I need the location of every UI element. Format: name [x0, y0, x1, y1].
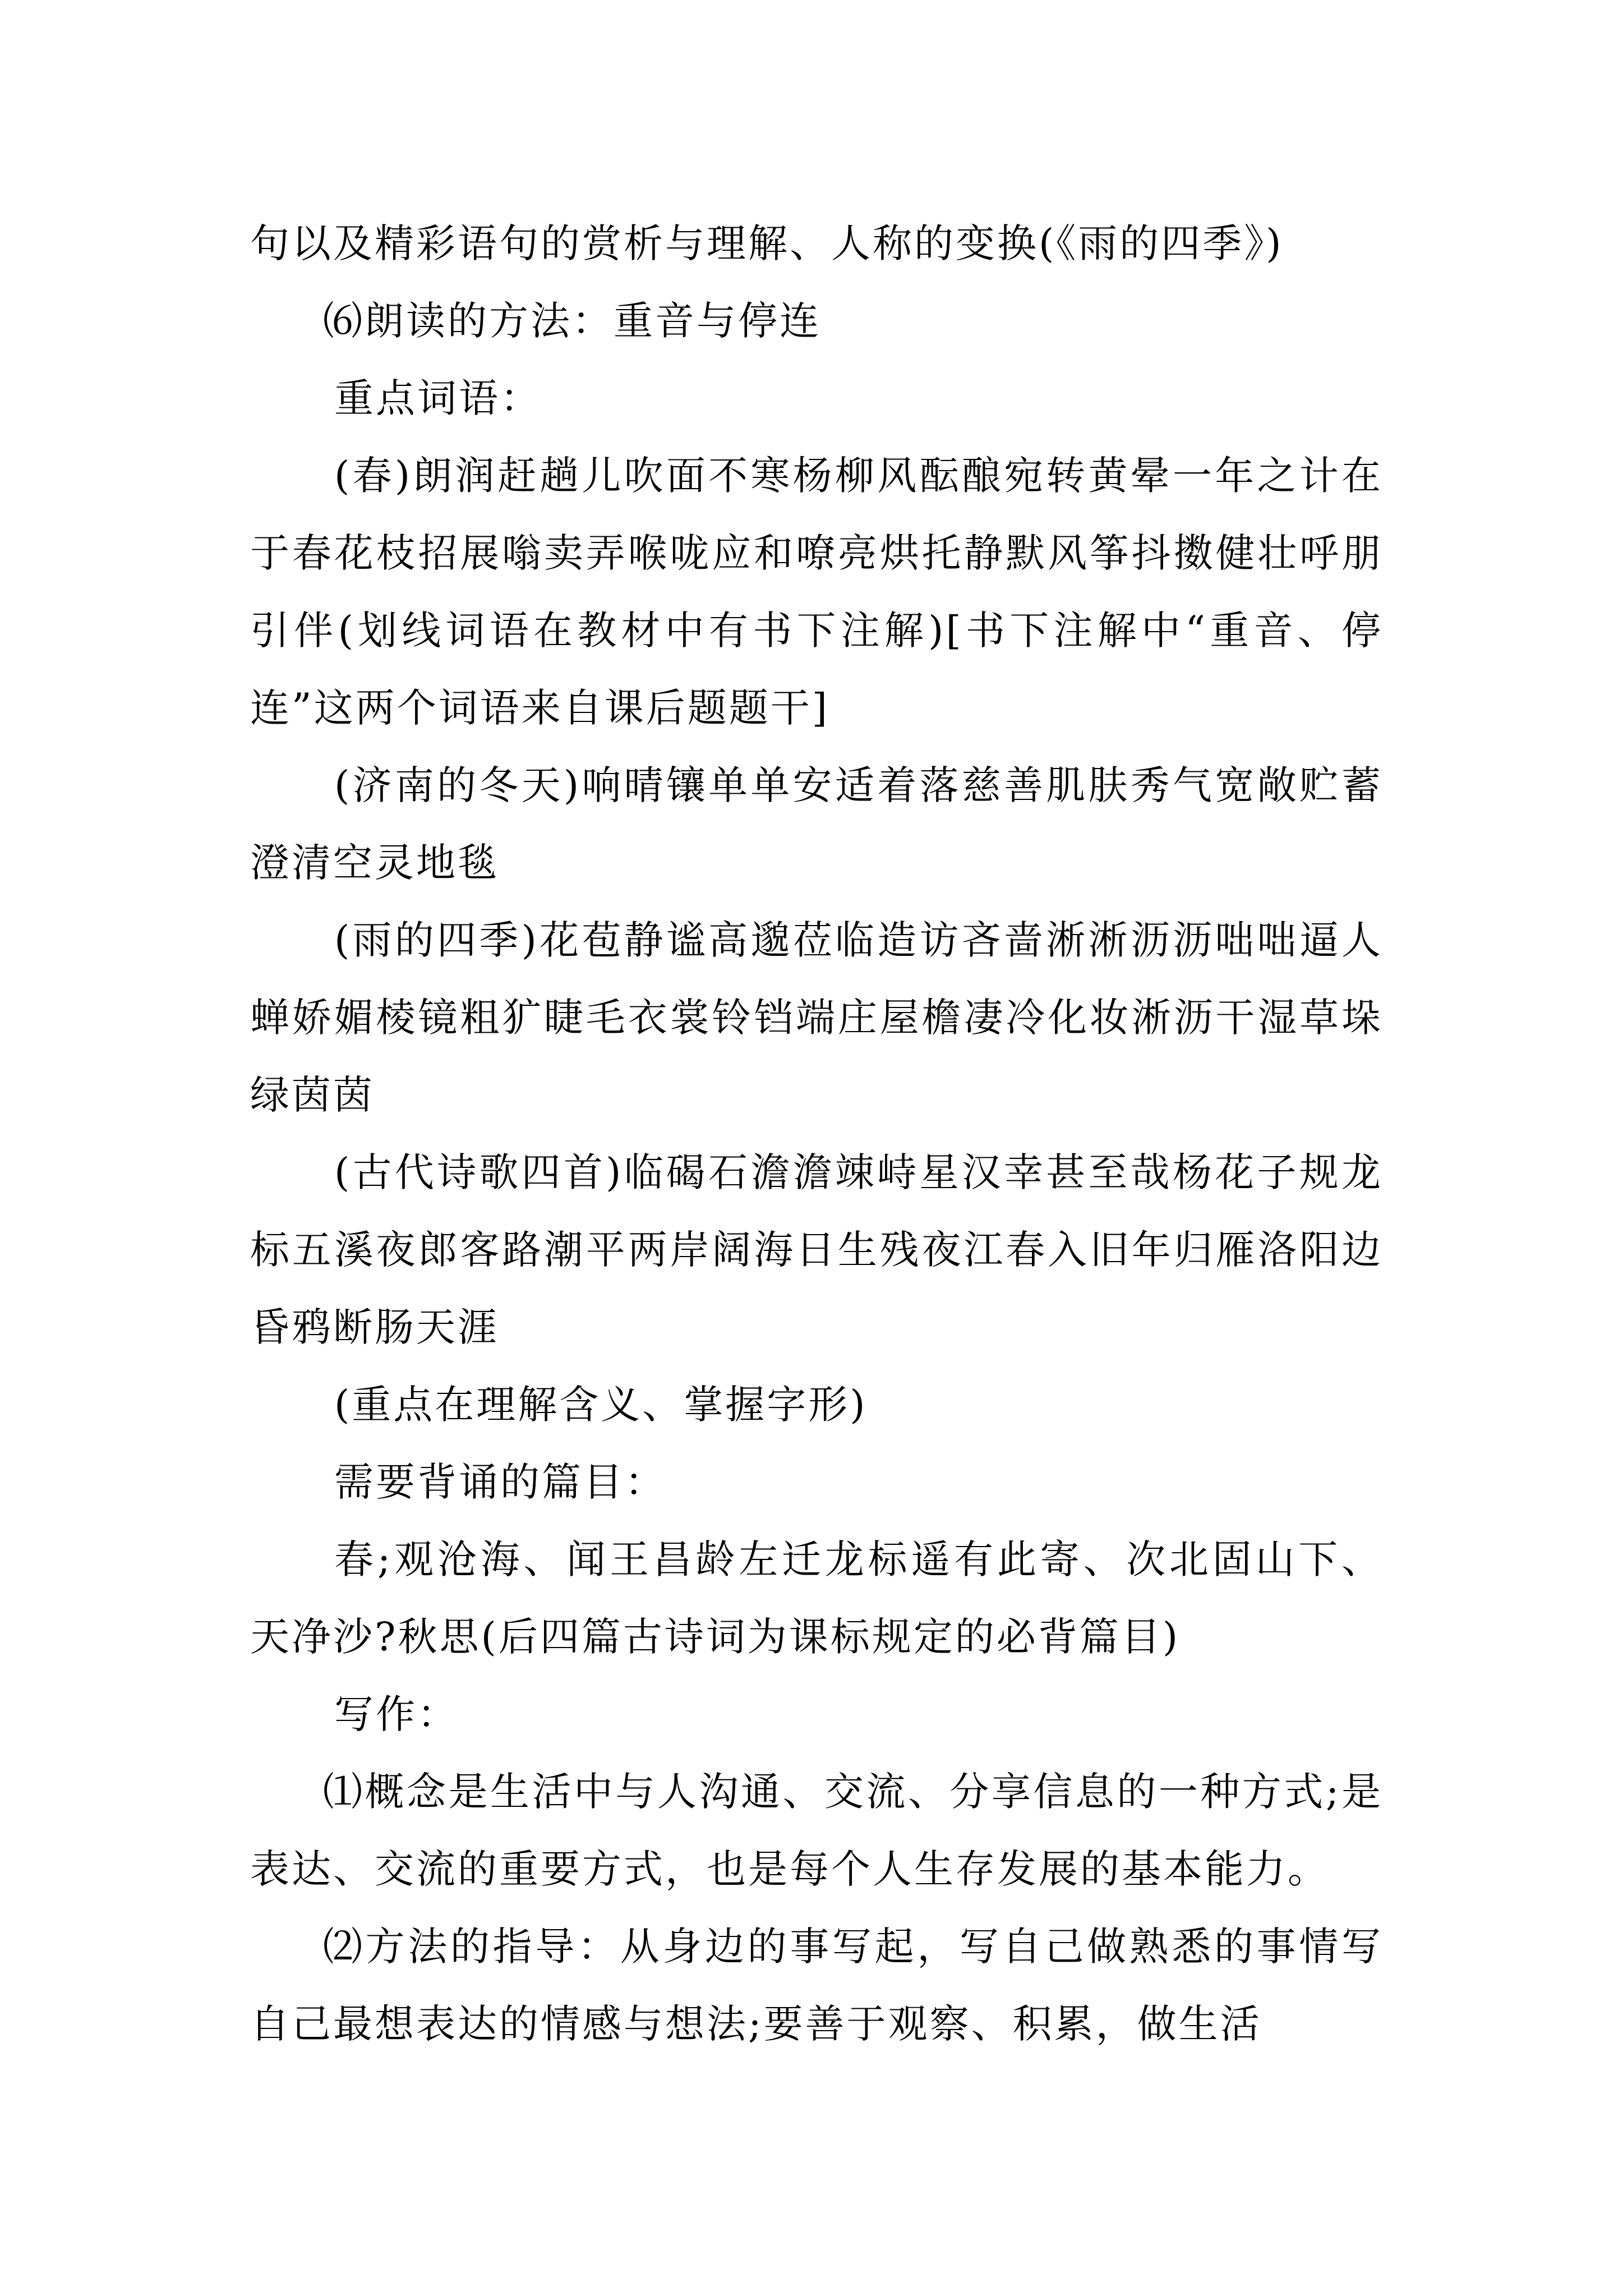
- paragraph-reading-method: ⑹朗读的方法：重音与停连: [323, 298, 821, 344]
- document-body: [250, 205, 1383, 2063]
- paragraph-continuation: 句以及精彩语句的赏析与理解、人称的变换(《雨的四季》): [250, 220, 1284, 266]
- paragraph-words-ancient-poems: (古代诗歌四首)临碣石澹澹竦峙星汉幸甚至哉杨花子规龙标五溪夜郎客路潮平两岸阔海日生残夜江春入旧年归雁洛阳边昏鸦断肠天涯: [250, 1149, 1383, 1350]
- heading-recitation: 需要背诵的篇目：: [334, 1459, 666, 1505]
- paragraph-words-jinan-winter: (济南的冬天)响晴镶单单安适着落慈善肌肤秀气宽敞贮蓄澄清空灵地毯: [250, 762, 1383, 886]
- heading-writing: 写作：: [334, 1691, 459, 1737]
- paragraph-focus-note: (重点在理解含义、掌握字形): [334, 1382, 868, 1428]
- paragraph-writing-concept: ⑴概念是生活中与人沟通、交流、分享信息的一种方式;是表达、交流的重要方式，也是每个人生存发展的基本能力。: [250, 1769, 1383, 1892]
- paragraph-recitation-list: 春;观沧海、闻王昌龄左迁龙标遥有此寄、次北固山下、天净沙?秋思(后四篇古诗词为课标规定的必背篇目): [250, 1536, 1383, 1660]
- heading-key-words: 重点词语：: [334, 375, 542, 421]
- paragraph-writing-method: ⑵方法的指导：从身边的事写起，写自己做熟悉的事情写自己最想表达的情感与想法;要善于观察、积累，做生活: [250, 1924, 1383, 2047]
- paragraph-words-four-seasons-rain: (雨的四季)花苞静谧高邈莅临造访吝啬淅淅沥沥咄咄逼人蝉娇媚棱镜粗犷睫毛衣裳铃铛端庄屋檐凄冷化妆淅沥干湿草垛绿茵茵: [250, 917, 1383, 1118]
- paragraph-words-spring: (春)朗润赶趟儿吹面不寒杨柳风酝酿宛转黄晕一年之计在于春花枝招展嗡卖弄喉咙应和嘹亮烘托静默风筝抖擞健壮呼朋引伴(划线词语在教材中有书下注解)[书下注解中“重音、停连”这两个词语来自课后题题干]: [250, 453, 1383, 731]
